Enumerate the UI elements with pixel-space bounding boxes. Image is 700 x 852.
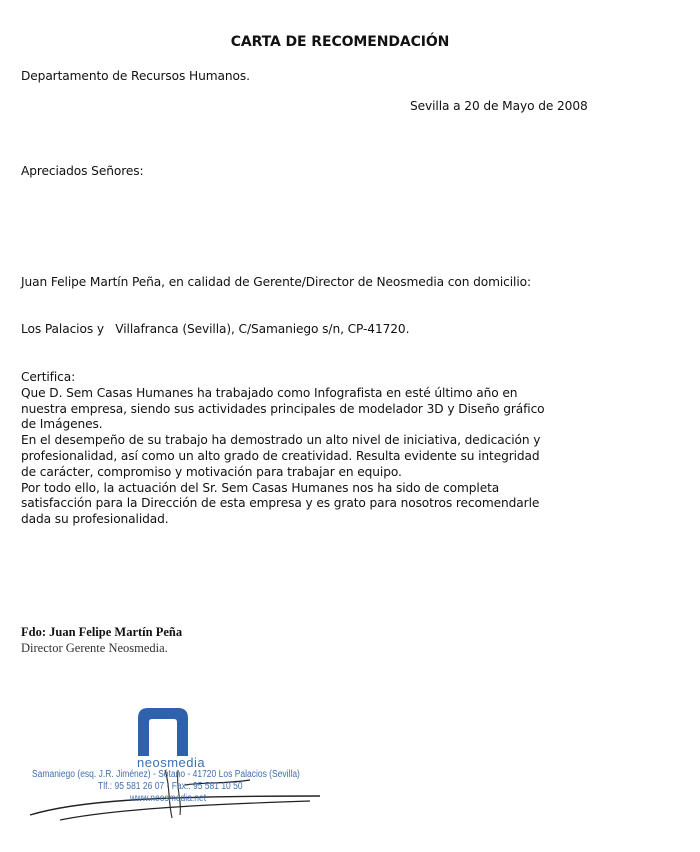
intro-line: Los Palacios y Villafranca (Sevilla), C/Samaniego s/n, CP-41720. (21, 321, 410, 336)
signature-name: Fdo: Juan Felipe Martín Peña (21, 625, 183, 639)
body-line: Por todo ello, la actuación del Sr. Sem Casas Humanes nos ha sido de completa (21, 480, 500, 495)
body-line: Certifica: (21, 370, 76, 384)
body-line: profesionalidad, así como un alto grado de creatividad. Resulta evidente su integridad (21, 448, 540, 463)
stamp-brand: neosmedia (137, 755, 206, 770)
body-line: dada su profesionalidad. (21, 512, 169, 527)
place-date: Sevilla a 20 de Mayo de 2008 (410, 99, 588, 113)
body-line: satisfacción para la Dirección de esta empresa y es grato para nosotros recomendarle (21, 496, 540, 511)
intro-paragraph (21, 243, 531, 369)
body-line: de carácter, compromiso y motivación para trabajar en equipo. (21, 464, 402, 479)
stamp-web: www.neosmedia.net (130, 793, 207, 804)
body-line: En el desempeño de su trabajo ha demostrado un alto nivel de iniciativa, dedicación y (21, 433, 541, 448)
salutation: Apreciados Señores: (21, 164, 144, 178)
company-stamp (20, 700, 350, 830)
body-paragraph (21, 370, 545, 528)
letter-title: CARTA DE RECOMENDACIÓN (230, 34, 450, 50)
body-line: nuestra empresa, siendo sus actividades principales de modelador 3D y Diseño gráfico (21, 401, 545, 416)
stamp-phone: Tlf.: 95 581 26 07 - Fax.: 95 581 10 50 (98, 781, 243, 792)
body-line: Que D. Sem Casas Humanes ha trabajado como Infografista en esté último año en (21, 385, 518, 400)
intro-line: Juan Felipe Martín Peña, en calidad de Gerente/Director de Neosmedia con domicilio: (21, 274, 531, 289)
body-line: de Imágenes. (21, 417, 103, 432)
signature-role: Director Gerente Neosmedia. (21, 641, 168, 655)
department: Departamento de Recursos Humanos. (21, 69, 250, 83)
stamp-address: Samaniego (esq. J.R. Jiménez) - Sótano - 41720 Los Palacios (Sevilla) (32, 769, 300, 780)
